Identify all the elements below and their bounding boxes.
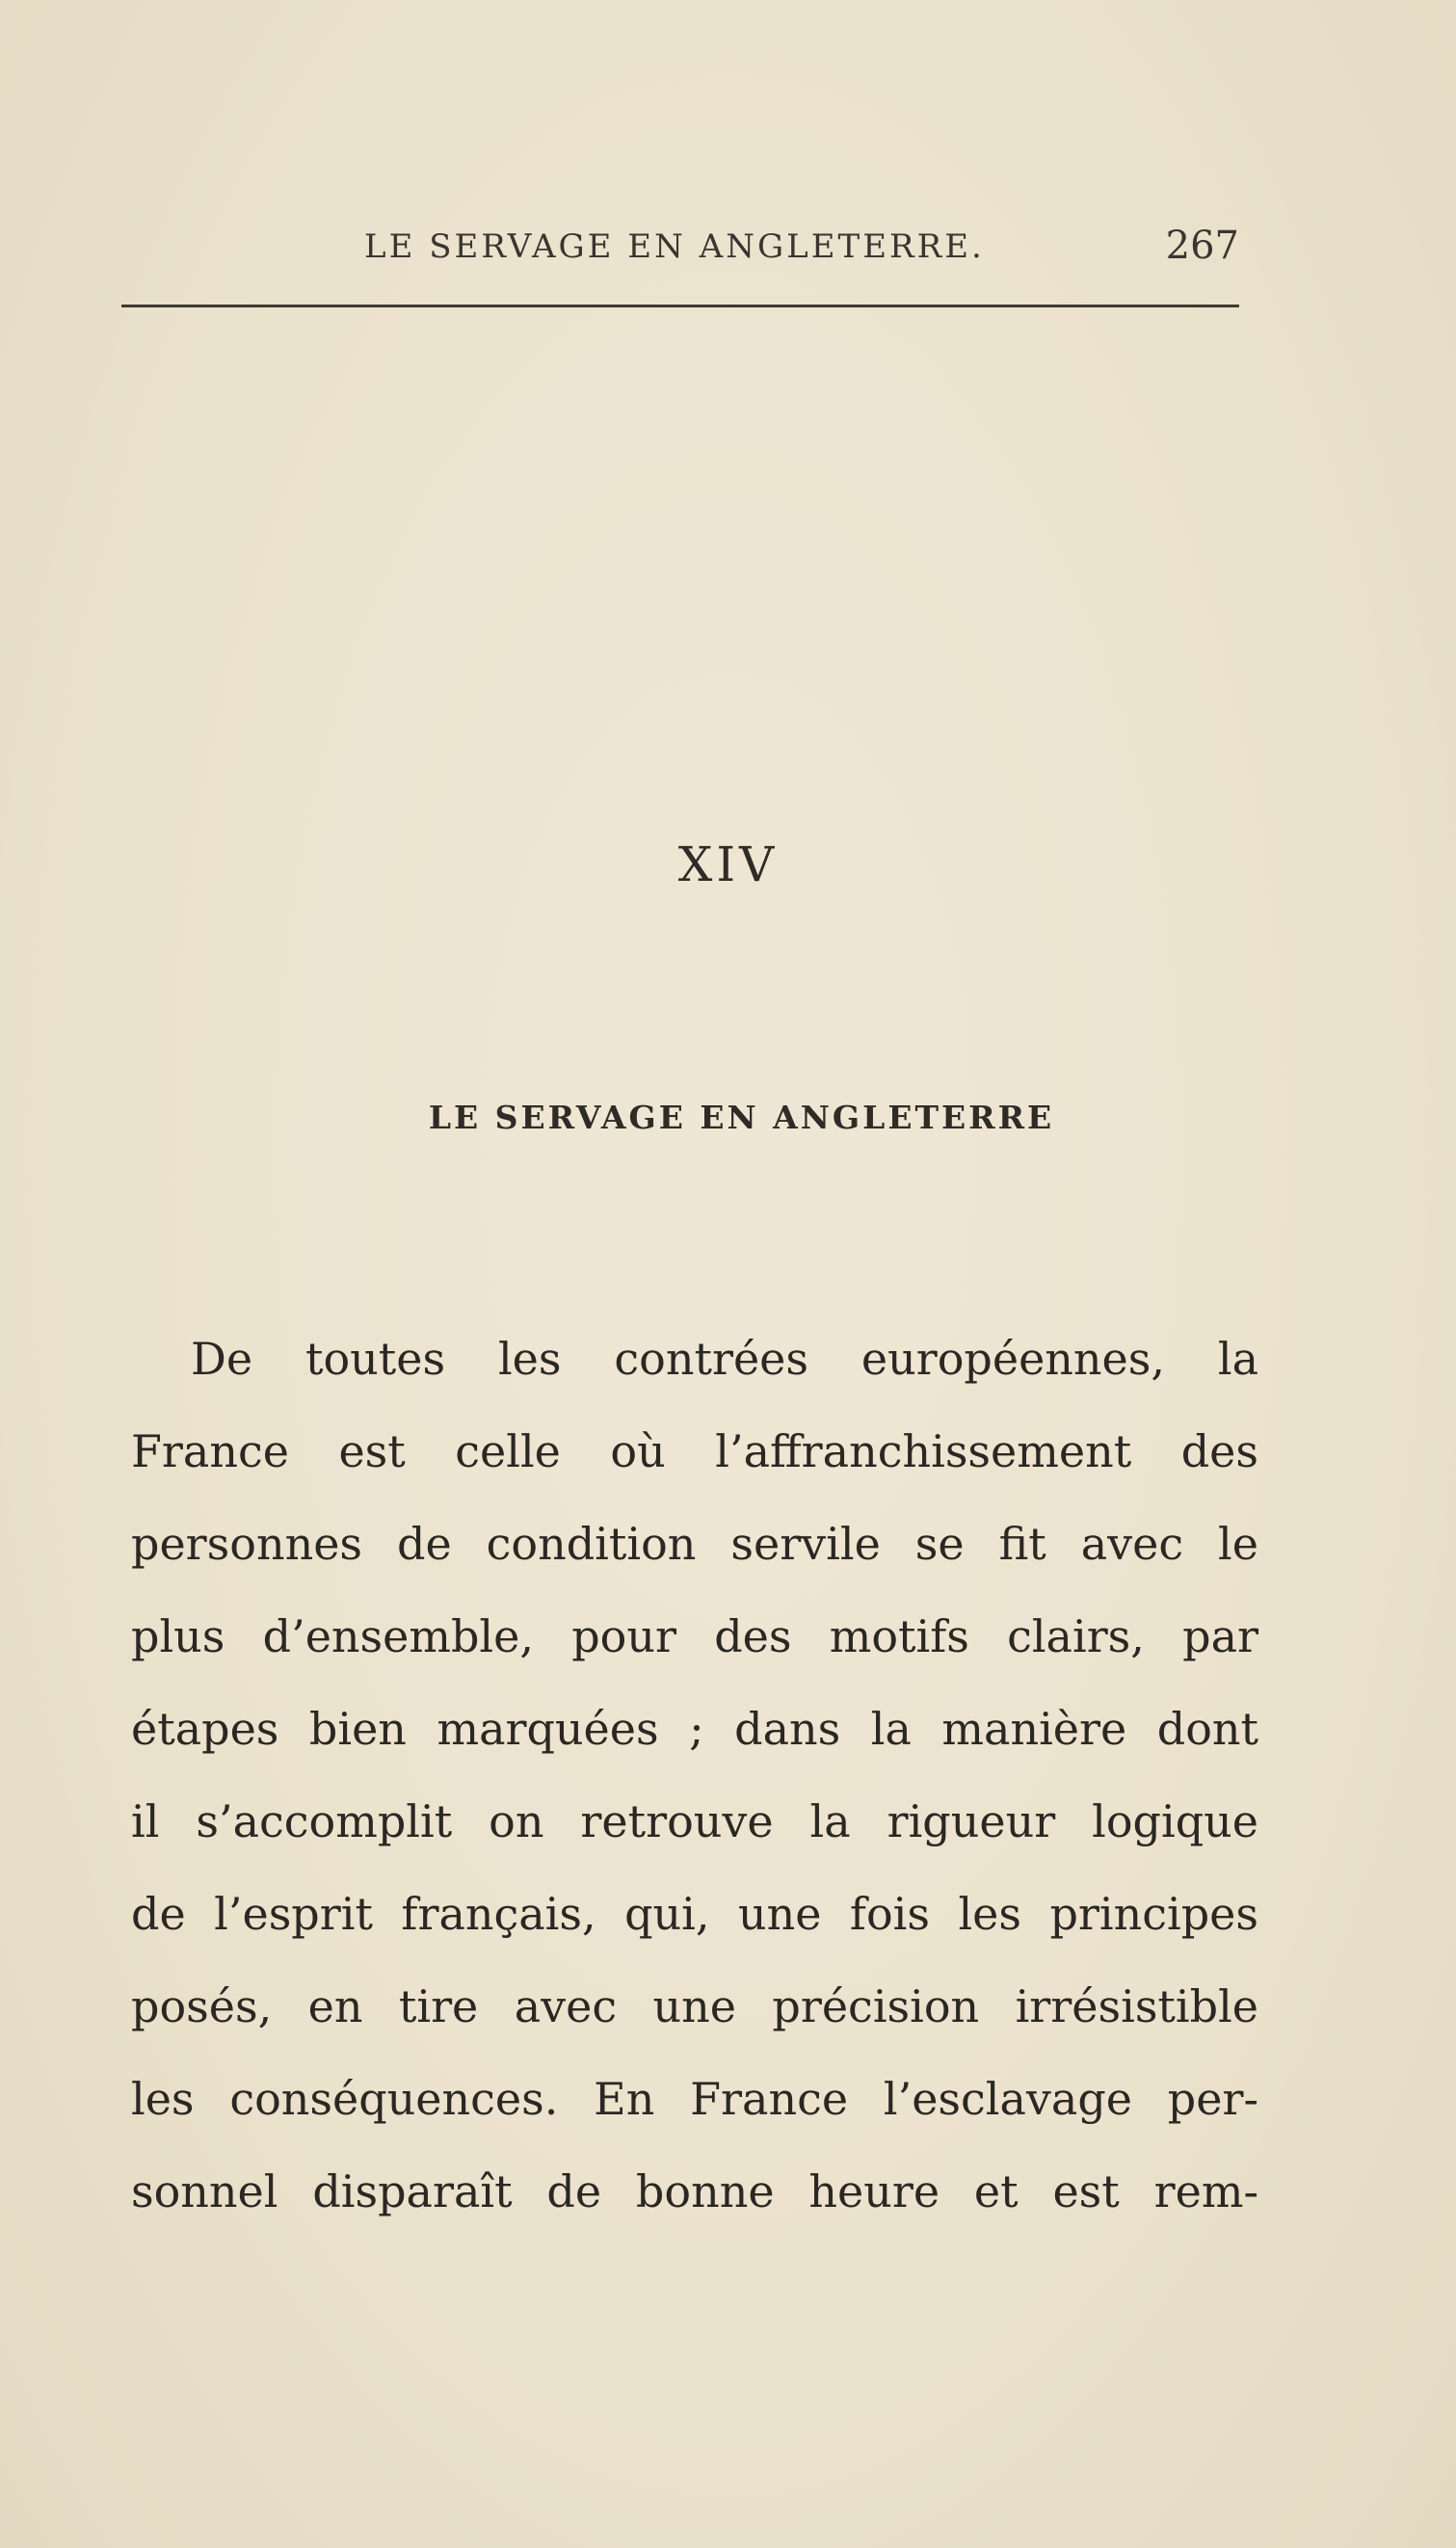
- text-line: de l’esprit français, qui, une fois les principes: [131, 1888, 1258, 1940]
- text-line: posés, en tire avec une précision irrésistible: [131, 1980, 1258, 2032]
- text-line: sonnel disparaît de bonne heure et est rem-: [131, 2165, 1258, 2217]
- chapter-number: XIV: [677, 836, 779, 892]
- text-line: France est celle où l’affranchissement des: [131, 1425, 1258, 1477]
- chapter-title: LE SERVAGE EN ANGLETERRE: [428, 1099, 1055, 1136]
- header-rule: [121, 305, 1239, 307]
- body-paragraph: [131, 1313, 1258, 2238]
- text-line: les conséquences. En France l’esclavage per-: [131, 2073, 1258, 2125]
- running-header: [125, 224, 1239, 285]
- running-title: LE SERVAGE EN ANGLETERRE.: [364, 227, 985, 266]
- page-number: 267: [1165, 224, 1239, 268]
- text-line: plus d’ensemble, pour des motifs clairs, par: [131, 1610, 1258, 1662]
- text-line: De toutes les contrées européennes, la: [191, 1333, 1258, 1385]
- text-line: personnes de condition servile se fit avec le: [131, 1518, 1258, 1570]
- text-line: étapes bien marquées ; dans la manière dont: [131, 1703, 1258, 1755]
- text-line: il s’accomplit on retrouve la rigueur logique: [131, 1795, 1258, 1847]
